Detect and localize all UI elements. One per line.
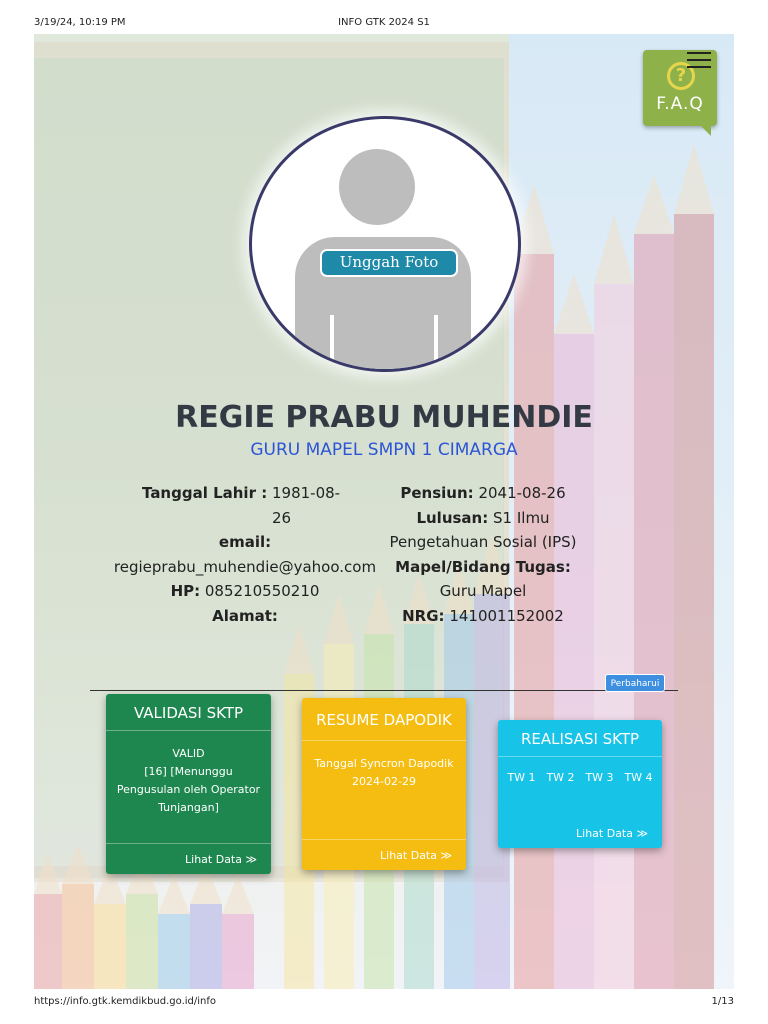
graduate-value: S1 Ilmu Pengetahuan Sosial (IPS) — [389, 508, 577, 551]
view-data-link[interactable]: Lihat Data ≫ — [380, 849, 452, 862]
validasi-sktp-card[interactable] — [106, 694, 271, 874]
faq-label: F.A.Q — [656, 94, 704, 114]
resume-dapodik-card[interactable] — [302, 698, 466, 870]
address-row: Alamat: — [212, 606, 278, 625]
birth-date-value: 1981-08-26 — [271, 484, 341, 527]
realisasi-sktp-card[interactable] — [498, 720, 662, 848]
card-title: VALIDASI SKTP — [133, 704, 243, 722]
nrg-value: 141001152002 — [449, 606, 564, 625]
print-footer — [0, 994, 768, 1024]
email-value: regieprabu_muhendie@yahoo.com — [113, 557, 377, 576]
print-datetime: 3/19/24, 10:19 PM — [34, 17, 126, 28]
help-icon: ? — [667, 62, 695, 90]
tw-item[interactable]: TW 4 — [624, 771, 653, 784]
profile-left-column — [100, 481, 390, 628]
birth-date-row: Tanggal Lahir : 1981-08-26 — [100, 481, 390, 530]
tw-item[interactable]: TW 2 — [546, 771, 575, 784]
sync-label: Tanggal Syncron Dapodik — [314, 757, 454, 770]
pension-row: Pensiun: 2041-08-26 — [400, 484, 566, 502]
profile-name: REGIE PRABU MUHENDIE — [175, 400, 593, 435]
info-page — [34, 34, 734, 989]
email-row: email: — [218, 533, 272, 551]
print-doc-title: INFO GTK 2024 S1 — [338, 17, 430, 28]
tw-item[interactable]: TW 1 — [507, 771, 536, 784]
phone-row: HP: 085210550210 — [170, 582, 320, 600]
avatar — [249, 116, 521, 372]
subject-value: Guru Mapel — [439, 582, 527, 600]
hamburger-menu-icon[interactable] — [687, 52, 711, 70]
tw-list — [498, 757, 662, 784]
graduate-row: Lulusan: S1 Ilmu Pengetahuan Sosial (IPS) — [389, 508, 577, 551]
validation-status: VALID — [172, 747, 205, 760]
nrg-row: NRG: 141001152002 — [402, 606, 564, 625]
pension-value: 2041-08-26 — [478, 484, 566, 502]
avatar-head-placeholder — [339, 149, 415, 225]
subject-row: Mapel/Bidang Tugas: — [395, 557, 571, 576]
profile-right-column — [378, 481, 588, 628]
sync-date: 2024-02-29 — [352, 775, 416, 788]
print-url: https://info.gtk.kemdikbud.go.id/info — [34, 996, 217, 1007]
profile-role: GURU MAPEL SMPN 1 CIMARGA — [250, 440, 518, 460]
view-data-link[interactable]: Lihat Data ≫ — [185, 853, 257, 866]
card-title: RESUME DAPODIK — [316, 711, 452, 729]
validation-detail: [16] [Menunggu Pengusulan oleh Operator Tunjangan] — [116, 765, 261, 814]
view-data-link[interactable]: Lihat Data ≫ — [576, 827, 648, 840]
refresh-button[interactable]: Perbaharui — [605, 674, 665, 692]
divider — [90, 690, 678, 691]
print-header — [0, 0, 768, 34]
phone-value: 085210550210 — [204, 582, 320, 600]
upload-photo-button[interactable]: Unggah Foto — [320, 249, 458, 277]
card-title: REALISASI SKTP — [520, 730, 640, 748]
print-page-number: 1/13 — [711, 996, 734, 1007]
tw-item[interactable]: TW 3 — [585, 771, 614, 784]
